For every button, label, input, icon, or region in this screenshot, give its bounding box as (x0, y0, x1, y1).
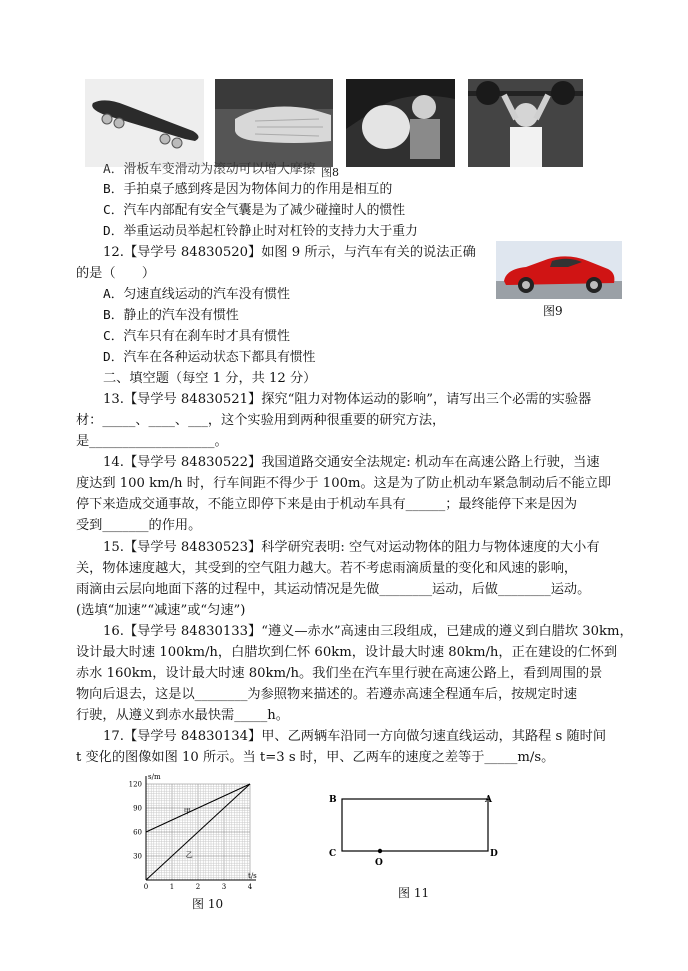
car-photo (496, 241, 622, 299)
q11-option-c: C．汽车内部配有安全气囊是为了减少碰撞时人的惯性 (103, 203, 406, 218)
q12-option-d: D．汽车在各种运动状态下都具有惯性 (103, 350, 316, 365)
weightlifter-photo (468, 79, 583, 167)
point-o-label: O (375, 858, 383, 868)
y-tick-label: 30 (133, 852, 142, 861)
corner-b: B (329, 795, 337, 805)
corner-a: A (485, 795, 492, 805)
hand-photo (215, 79, 333, 167)
q11-option-b: B．手拍桌子感到疼是因为物体间力的作用是相互的 (103, 182, 393, 197)
q12-option-b: B．静止的汽车没有惯性 (103, 308, 239, 323)
x-tick-label: 2 (195, 883, 201, 891)
airbag-photo (346, 79, 455, 167)
q15-line3: 雨滴由云层向地面下落的过程中，其运动情况是先做________运动，后做________运动。 (76, 582, 591, 597)
q13-line3: 是___________________。 (76, 434, 228, 449)
q17-line2: t 变化的图像如图 10 所示。当 t=3 s 时，甲、乙两车的速度之差等于_____m/s。 (76, 750, 555, 765)
series-label-2: 乙 (185, 850, 193, 859)
q16-line3: 赤水 160km，设计最大时速 80km/h。我们坐在汽车里行驶在高速公路上，看到周围的景 (76, 666, 603, 681)
q16-line1: 16.【导学号 84830133】“遵义—赤水”高速由三段组成，已建成的遵义到白腊坎 30km， (103, 624, 633, 639)
q15-line4: (选填“加速”“减速”或“匀速”) (76, 603, 246, 618)
q13-line2: 材：_____、____、___，这个实验用到两种很重要的研究方法， (76, 413, 446, 428)
section-2-heading: 二、填空题（每空 1 分，共 12 分） (103, 371, 317, 386)
q14-line3: 停下来造成交通事故，不能立即停下来是由于机动车具有______；最终能停下来是因为 (76, 497, 578, 512)
figure-11-label: 图 11 (398, 886, 430, 900)
x-tick-label: 0 (143, 883, 149, 891)
q12-option-a: A．匀速直线运动的汽车没有惯性 (103, 287, 290, 302)
q12-option-c: C．汽车只有在刹车时才具有惯性 (103, 329, 290, 344)
q16-line5: 行驶，从遵义到赤水最快需_____h。 (76, 708, 289, 723)
q14-line1: 14.【导学号 84830522】我国道路交通安全法规定: 机动车在高速公路上行驶，当速 (103, 455, 600, 470)
corner-c: C (329, 849, 337, 859)
q13-line1: 13.【导学号 84830521】探究“阻力对物体运动的影响”，请写出三个必需的实验器 (103, 392, 592, 407)
figure-10-graph (124, 770, 264, 890)
q11-option-d: D．举重运动员举起杠铃静止时对杠铃的支持力大于重力 (103, 224, 418, 239)
x-axis-unit: t/s (248, 872, 257, 880)
q16-line2: 设计最大时速 100km/h，白腊坎到仁怀 60km，设计最大时速 80km/h，正在建设的仁怀到 (76, 645, 618, 660)
series-label-1: 甲 (183, 807, 191, 816)
rectangle-abcd (342, 799, 488, 851)
clipped-option-a: A．滑板车变滑动为滚动可以增大摩擦 (103, 162, 316, 177)
figure-9-label: 图9 (543, 304, 563, 318)
x-tick-label: 4 (247, 883, 253, 891)
point-o (378, 849, 382, 853)
q12-stem-line2: 的是（ ） (76, 266, 156, 281)
y-tick-label: 60 (133, 828, 142, 837)
figure-11-diagram (325, 790, 505, 880)
skateboard-photo (85, 79, 204, 167)
y-axis-unit: s/m (148, 773, 161, 781)
q14-line2: 度达到 100 km/h 时，行车间距不得少于 100m。这是为了防止机动车紧急制动后不能立即 (76, 476, 612, 491)
corner-d: D (490, 849, 498, 859)
q15-line1: 15.【导学号 84830523】科学研究表明: 空气对运动物体的阻力与物体速度的大小有 (103, 540, 600, 555)
figure-8-label: 图8 (321, 166, 339, 179)
x-tick-label: 3 (221, 883, 227, 891)
x-tick-label: 1 (169, 883, 175, 891)
q12-stem-line1: 12.【导学号 84830520】如图 9 所示，与汽车有关的说法正确 (103, 245, 476, 260)
q16-line4: 物向后退去，这是以________为参照物来描述的。若遵赤高速全程通车后，按规定时速 (76, 687, 578, 702)
y-tick-label: 90 (133, 804, 142, 813)
y-tick-label: 120 (128, 780, 142, 789)
q15-line2: 关，物体速度越大，其受到的空气阻力越大。若不考虑雨滴质量的变化和风速的影响， (76, 561, 578, 576)
q14-line4: 受到_______的作用。 (76, 518, 202, 533)
figure-10-label: 图 10 (192, 897, 224, 911)
q17-line1: 17.【导学号 84830134】甲、乙两辆车沿同一方向做匀速直线运动，其路程 s 随时间 (103, 729, 607, 744)
